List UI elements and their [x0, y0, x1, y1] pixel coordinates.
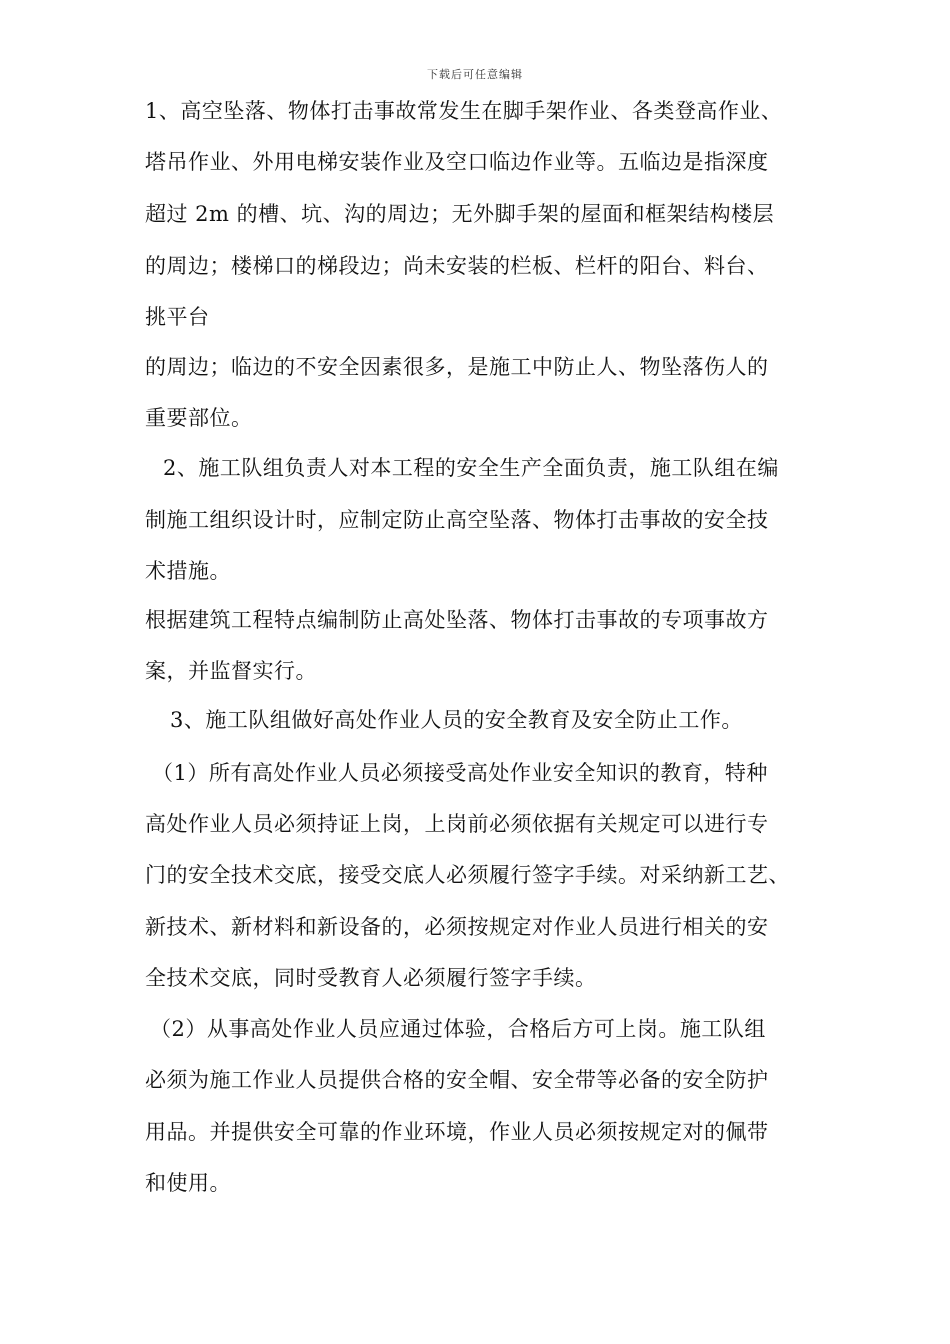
body-line: 术措施。 — [145, 559, 231, 583]
body-line: 重要部位。 — [145, 406, 253, 430]
body-line: 案，并监督实行。 — [145, 659, 317, 683]
body-line: 制施工组织设计时，应制定防止高空坠落、物体打击事故的安全技 — [145, 508, 769, 532]
body-line: 挑平台 — [145, 305, 210, 329]
page-header: 下载后可任意编辑 — [427, 68, 523, 81]
body-line: 塔吊作业、外用电梯安装作业及空口临边作业等。五临边是指深度 — [145, 150, 769, 174]
body-line: 1、高空坠落、物体打击事故常发生在脚手架作业、各类登高作业、 — [145, 99, 783, 123]
body-line: 全技术交底，同时受教育人必须履行签字手续。 — [145, 966, 597, 990]
body-line: 的周边；临边的不安全因素很多，是施工中防止人、物坠落伤人的 — [145, 355, 769, 379]
body-line: 高处作业人员必须持证上岗，上岗前必须依据有关规定可以进行专 — [145, 812, 769, 836]
body-line: 超过 2m 的槽、坑、沟的周边；无外脚手架的屋面和框架结构楼层 — [145, 202, 775, 226]
body-line: 门的安全技术交底，接受交底人必须履行签字手续。对采纳新工艺、 — [145, 863, 790, 887]
body-line: 必须为施工作业人员提供合格的安全帽、安全带等必备的安全防护 — [145, 1068, 769, 1092]
body-line: 新技术、新材料和新设备的，必须按规定对作业人员进行相关的安 — [145, 915, 769, 939]
body-line: 2、施工队组负责人对本工程的安全生产全面负责，施工队组在编 — [163, 456, 779, 480]
body-line: 根据建筑工程特点编制防止高处坠落、物体打击事故的专项事故方 — [145, 608, 769, 632]
body-line: 的周边；楼梯口的梯段边；尚未安装的栏板、栏杆的阳台、料台、 — [145, 254, 769, 278]
body-line: 和使用。 — [145, 1171, 231, 1195]
body-line: 用品。并提供安全可靠的作业环境，作业人员必须按规定对的佩带 — [145, 1120, 769, 1144]
body-line: （1）所有高处作业人员必须接受高处作业安全知识的教育，特种 — [152, 761, 768, 785]
body-line: 3、施工队组做好高处作业人员的安全教育及安全防止工作。 — [170, 708, 743, 732]
body-line: （2）从事高处作业人员应通过体验，合格后方可上岗。施工队组 — [150, 1017, 766, 1041]
